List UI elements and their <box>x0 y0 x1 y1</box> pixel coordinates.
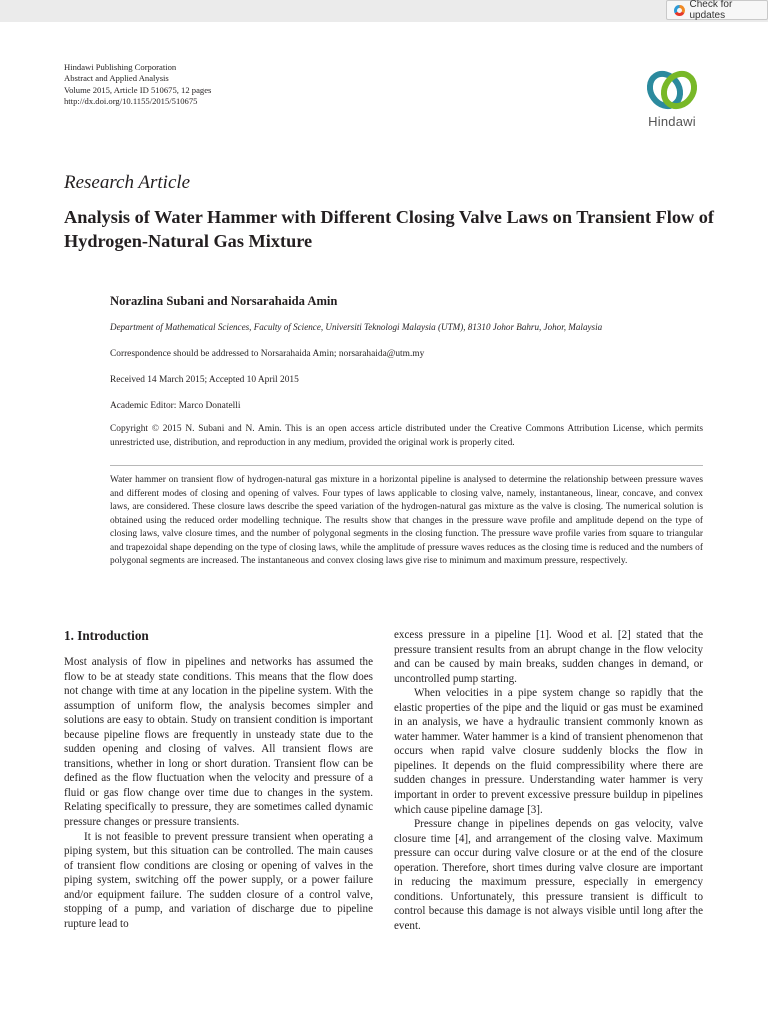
affiliation: Department of Mathematical Sciences, Faculty of Science, Universiti Teknologi Malaysia (UTM), 81310 Johor Bahru, Johor, Malaysia <box>110 322 603 332</box>
journal-name: Abstract and Applied Analysis <box>64 73 169 84</box>
copyright-notice: Copyright © 2015 N. Subani and N. Amin. This is an open access article distributed under the Creative Commons Attribution License, which permits unrestricted use, distribution, and reproduction in any medium, provided the original work is properly cited. <box>110 424 703 448</box>
received-dates: Received 14 March 2015; Accepted 10 April 2015 <box>110 375 299 385</box>
hindawi-rings-icon <box>634 66 710 114</box>
check-for-updates-button[interactable] <box>666 0 768 20</box>
section-heading: 1. Introduction <box>64 628 149 643</box>
column-right <box>394 628 703 933</box>
divider <box>110 465 703 466</box>
correspondence: Correspondence should be addressed to Norsarahaida Amin; norsarahaida@utm.my <box>110 349 425 359</box>
volume-info: Volume 2015, Article ID 510675, 12 pages <box>64 84 212 95</box>
crossmark-icon <box>674 5 685 16</box>
hindawi-logo <box>634 66 710 132</box>
academic-editor: Academic Editor: Marco Donatelli <box>110 401 241 411</box>
paragraph: When velocities in a pipe system change so rapidly that the elastic properties of the pipe and the liquid or gas must be examined in an analysis, we have a hydraulic transient commonly known as water hammer. Water hammer is a kind of transient phenomenon that occurs when rapid valve closure suddenly blocks the flow in pipelines. It depends on the fluid compressibility where there are sudden changes in pressure. Understanding water hammer is very important in order to prevent excessive pressure buildup in pipelines which cause pipeline damage [3]. <box>394 687 703 816</box>
article-type: Research Article <box>64 172 191 193</box>
check-for-updates-label: Check for updates <box>689 0 733 21</box>
paper-title: Analysis of Water Hammer with Different Closing Valve Laws on Transient Flow of Hydrogen-Natural Gas Mixture <box>64 207 715 251</box>
paragraph: It is not feasible to prevent pressure transient when operating a piping system, but this situation can be controlled. The main causes of transient flow conditions are closing or opening of valves in the piping system, switching off the power supply, or a power failure and/or equipment failure. The sudden closure of a control valve, stopping of a pump, and variation of discharge due to pipeline rupture lead to <box>64 830 373 930</box>
column-left <box>64 628 373 931</box>
paragraph: excess pressure in a pipeline [1]. Wood et al. [2] stated that the pressure transient results from an abrupt change in the flow velocity and can be caused by main breaks, sudden changes in demand, or uncontrolled pump starting. <box>394 629 703 685</box>
top-toolbar <box>0 0 768 22</box>
authors: Norazlina Subani and Norsarahaida Amin <box>110 294 338 308</box>
paragraph: Most analysis of flow in pipelines and networks has assumed the flow to be at steady state conditions. This means that the flow does not change with time at any location in the pipeline system. With the assumption of uniform flow, the analysis becomes simpler and solutions are easy to obtain. Study on transient condition is important because pipeline flows are frequently in unsteady state due to the sudden opening and closing of valves. All transient flows are transitions, whether in long or short duration. Transient flow can be defined as the flow fluctuation when the velocity and pressure of a fluid or gas flow change over time due to changes in the system. Relating specifically to pressure, they are sometimes called dynamic pressure changes or pressure transients. <box>64 656 373 829</box>
logo-wordmark: Hindawi <box>648 114 696 129</box>
journal-info <box>64 62 211 108</box>
abstract: Water hammer on transient flow of hydrogen-natural gas mixture in a horizontal pipeline is analysed to determine the relationship between pressure waves and different modes of closing and opening of valves. Four types of laws applicable to closing valve, namely, instantaneous, linear, concave, and convex laws, are considered. These closure laws describe the speed variation of the hydrogen-natural gas mixture as the valve is closing. The numerical solution is obtained using the reduced order modelling technique. The results show that changes in the pressure wave profile and amplitude depend on the type of closing laws, valve closure times, and the number of polygonal segments in the closing function. The pressure wave profile varies from square to triangular and trapezoidal shape depending on the type of closing laws, while the amplitude of pressure waves reduces as the closing time is reduced and the numbers of polygonal segments are increased. The instantaneous and convex closing laws give rise to minimum and maximum pressure, respectively. <box>110 475 703 566</box>
doi-link[interactable]: http://dx.doi.org/10.1155/2015/510675 <box>64 96 198 107</box>
paragraph: Pressure change in pipelines depends on gas velocity, valve closure time [4], and arrangement of the closing valve. Maximum pressure can occur during valve closure or at the end of the closure operation. Therefore, short times during valve closure are important in reducing the maximum pressure, especially in emergency conditions. Unfortunately, this pressure transient is difficult to control because this damage is not always visible until long after the event. <box>394 818 703 932</box>
publisher-name: Hindawi Publishing Corporation <box>64 62 177 72</box>
